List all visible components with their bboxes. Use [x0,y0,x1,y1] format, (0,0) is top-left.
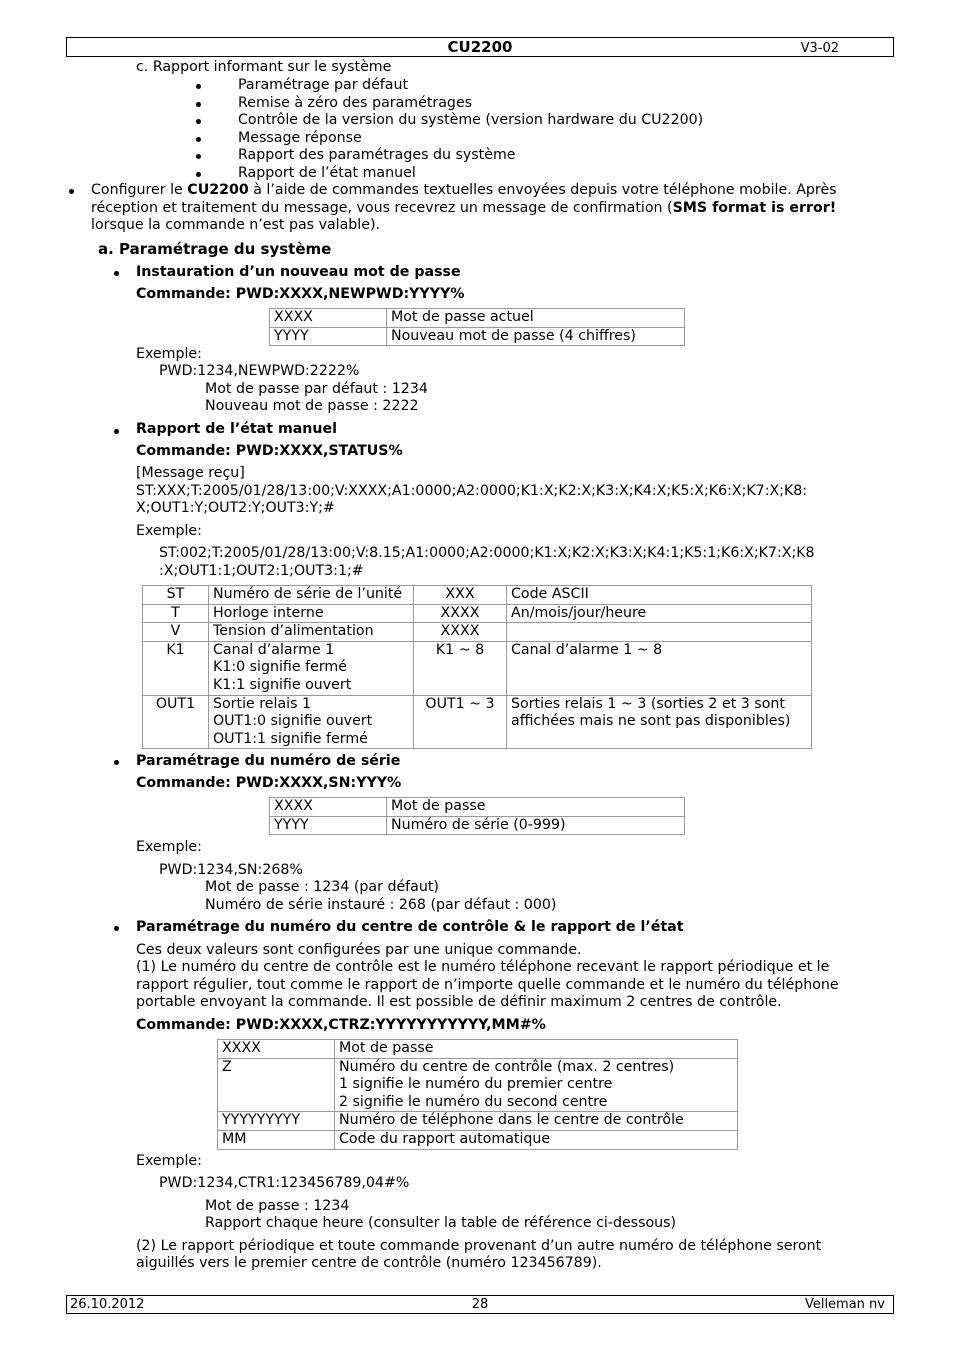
cell-line: Numéro de téléphone dans le centre de contrôle [339,1112,684,1129]
s4-note: Mot de passe : 1234 [205,1198,350,1214]
s4-example-cmd: PWD:1234,CTR1:123456789,04#% [159,1175,410,1191]
section-heading: a. Paramétrage du système [98,240,332,258]
table-cell: XXXX [414,604,507,623]
table-cell: YYYY [270,327,387,346]
s3-command: Commande: PWD:XXXX,SN:YYY% [136,775,402,791]
document-version: V3-02 [800,41,839,56]
table-cell: Z [218,1058,335,1112]
table-cell [209,623,414,642]
config-line-3: lorsque la commande n’est pas valable). [91,217,381,233]
cell-line: Mot de passe [339,1040,434,1056]
s4-paragraph-line: rapport régulier, tout comme le rapport de n’importe quelle commande et le numéro du téléphone [136,977,839,993]
table-cell [335,1130,738,1149]
ctr-table [217,1039,738,1150]
cell-line: Sorties relais 1 ~ 3 (sorties 2 et 3 sont [511,695,785,712]
s1-title: Instauration d’un nouveau mot de passe [136,264,461,280]
cell-line: Numéro de série de l’unité [213,586,403,602]
cell-line: affichées mais ne sont pas disponibles) [511,713,791,730]
s1-example-label: Exemple: [136,346,202,362]
table-cell: XXXX [414,623,507,642]
table-cell: K1 [143,641,209,695]
s2-title: Rapport de l’état manuel [136,421,337,437]
bullet [196,172,201,177]
document-title: CU2200 [447,38,513,56]
page-footer [66,1295,894,1314]
intro-c: c. Rapport informant sur le système [136,59,392,75]
table-row [218,1058,738,1112]
s3-title: Paramétrage du numéro de série [136,753,401,769]
bullet [196,119,201,124]
s4-title: Paramétrage du numéro du centre de contrôle & le rapport de l’état [136,919,684,935]
table-cell: T [143,604,209,623]
table-cell [335,1112,738,1131]
config-line-1: Configurer le CU2200 à l’aide de commandes textuelles envoyées depuis votre téléphone mobile. Après [91,182,837,198]
s3-example-cmd: PWD:1234,SN:268% [159,862,303,878]
s2-example-line: ST:002;T:2005/01/28/13:00;V:8.15;A1:0000;A2:0000;K1:X;K2:X;K3:X;K4:1;K5:1;K6:X;K7:X;K8 [159,545,815,561]
cell-line: Sortie relais 1 [213,695,312,712]
table-cell: XXXX [218,1040,335,1059]
cell-line: Canal d’alarme 1 [213,641,335,658]
table-cell [335,1040,738,1059]
cell-line: 2 signifie le numéro du second centre [339,1093,608,1110]
bullet [196,154,201,159]
s4-example-label: Exemple: [136,1153,202,1169]
status-table [142,585,812,749]
table-cell [507,641,812,695]
s2-command: Commande: PWD:XXXX,STATUS% [136,443,403,459]
s2-message-line: X;OUT1:Y;OUT2:Y;OUT3:Y;# [136,500,335,516]
table-cell [507,623,812,642]
table-cell: V [143,623,209,642]
table-row [270,327,685,346]
report-item: Paramétrage par défaut [238,77,409,93]
table-row [270,816,685,835]
cell-line: Code du rapport automatique [339,1130,551,1147]
table-row [270,798,685,817]
table-cell [209,604,414,623]
table-row [143,641,812,695]
s2-example-label: Exemple: [136,523,202,539]
table-cell: OUT1 [143,695,209,749]
cell-line: An/mois/jour/heure [511,604,647,621]
table-cell [335,1058,738,1112]
table-cell: XXX [414,586,507,605]
bullet [196,84,201,89]
report-item: Message réponse [238,129,362,146]
cell-line: Tension d’alimentation [213,623,374,640]
s1-command: Commande: PWD:XXXX,NEWPWD:YYYY% [136,286,465,302]
bullet [114,926,119,931]
table-cell: YYYYYYYYY [218,1112,335,1131]
s1-example-cmd: PWD:1234,NEWPWD:2222% [159,363,360,379]
s2-example-line: :X;OUT1:1;OUT2:1;OUT3:1;# [159,563,364,579]
s3-example-label: Exemple: [136,839,202,855]
s4-closing-line: aiguillés vers le premier centre de contrôle (numéro 123456789). [136,1255,602,1271]
report-item: Contrôle de la version du système (version hardware du CU2200) [238,112,704,128]
table-cell [507,695,812,749]
s4-command: Commande: PWD:XXXX,CTRZ:YYYYYYYYYYY,MM#% [136,1017,546,1033]
table-cell [209,695,414,749]
cell-line: Code ASCII [511,586,589,602]
cell-line: OUT1:0 signifie ouvert [213,713,373,730]
s4-closing-line: (2) Le rapport périodique et toute commande provenant d’un autre numéro de téléphone seront [136,1238,822,1254]
table-cell: Nouveau mot de passe (4 chiffres) [387,327,685,346]
table-row [143,586,812,605]
s3-note: Numéro de série instauré : 268 (par défaut : 000) [205,897,557,913]
table-row [143,695,812,749]
bullet [114,271,119,276]
bullet [196,137,201,142]
bullet [69,189,74,194]
table-cell: Mot de passe [387,798,685,817]
cell-line: 1 signifie le numéro du premier centre [339,1076,613,1093]
cell-line: K1:1 signifie ouvert [213,676,352,693]
s1-note: Nouveau mot de passe : 2222 [205,398,419,414]
table-cell: OUT1 ~ 3 [414,695,507,749]
report-item: Rapport des paramétrages du système [238,147,516,163]
cell-line: K1:0 signifie fermé [213,659,347,676]
table-row [218,1130,738,1149]
table-cell: Numéro de série (0-999) [387,816,685,835]
table-row [143,604,812,623]
table-cell [507,604,812,623]
cell-line: Canal d’alarme 1 ~ 8 [511,641,663,658]
table-row [218,1112,738,1131]
config-line-2: réception et traitement du message, vous recevrez un message de confirmation (SMS format is error! [91,200,837,216]
table-cell: MM [218,1130,335,1149]
s4-paragraph-line: portable envoyant la commande. Il est possible de définir maximum 2 centres de contrôle. [136,994,782,1010]
page-header [66,37,894,57]
bullet [114,760,119,765]
table-cell [507,586,812,605]
table-row [270,309,685,328]
s2-message-line: ST:XXX;T:2005/01/28/13:00;V:XXXX;A1:0000;A2:0000;K1:X;K2:X;K3:X;K4:X;K5:X;K6:X;K7:X;K8: [136,483,808,499]
s1-note: Mot de passe par défaut : 1234 [205,381,428,397]
s4-paragraph-line: (1) Le numéro du centre de contrôle est le numéro téléphone recevant le rapport périodique et le [136,959,830,975]
s3-table [269,797,685,835]
bullet [114,429,119,434]
page-number: 28 [471,1297,489,1312]
table-row [143,623,812,642]
cell-line: Numéro du centre de contrôle (max. 2 centres) [339,1058,675,1075]
bullet [196,102,201,107]
s3-note: Mot de passe : 1234 (par défaut) [205,879,439,895]
cell-line: Horloge interne [213,604,324,621]
cell-line: OUT1:1 signifie fermé [213,730,368,747]
report-item: Remise à zéro des paramétrages [238,94,473,111]
table-row [218,1040,738,1059]
table-cell: K1 ~ 8 [414,641,507,695]
table-cell [209,586,414,605]
footer-company: Velleman nv [804,1297,885,1312]
table-cell: ST [143,586,209,605]
table-cell: XXXX [270,798,387,817]
s1-table [269,308,685,346]
table-cell: XXXX [270,309,387,328]
table-cell: Mot de passe actuel [387,309,685,328]
table-cell: YYYY [270,816,387,835]
s2-message-label: [Message reçu] [136,465,245,481]
s4-paragraph-line: Ces deux valeurs sont configurées par une unique commande. [136,942,582,958]
footer-date: 26.10.2012 [70,1297,145,1312]
table-cell [209,641,414,695]
s4-note: Rapport chaque heure (consulter la table de référence ci-dessous) [205,1215,677,1231]
report-item: Rapport de l’état manuel [238,164,416,181]
